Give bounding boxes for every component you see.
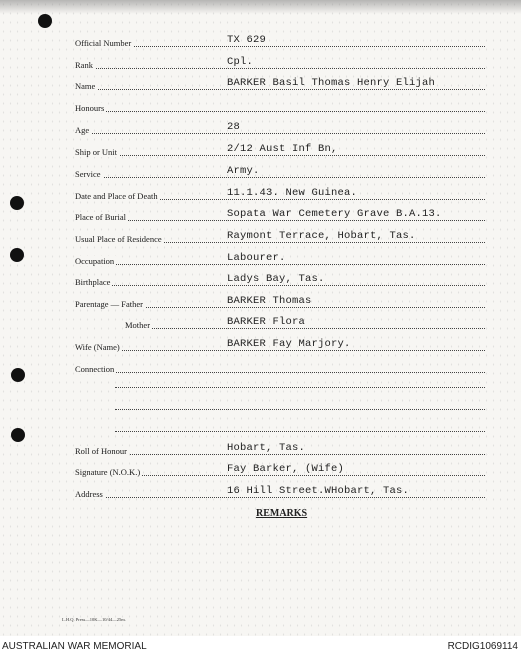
field-occupation [75,250,485,266]
field-label: Name [75,81,96,91]
field-value: 16 Hill Street.WHobart, Tas. [227,485,410,497]
field-label: Usual Place of Residence [75,234,162,244]
field-label: Rank [75,60,93,70]
field-label: Honours [75,103,105,113]
field-label: Official Number [75,38,132,48]
field-label: Ship or Unit [75,147,118,157]
connection-blank-line [115,387,485,388]
field-label: Date and Place of Death [75,191,158,201]
field-official-number [75,32,485,48]
field-label: Wife (Name) [75,342,120,352]
punch-hole-icon [11,368,25,382]
field-label: Age [75,125,90,135]
field-place-of-burial [75,206,485,222]
field-value: Ladys Bay, Tas. [227,273,325,285]
punch-hole-icon [11,428,25,442]
field-value: Cpl. [227,56,254,68]
field-service [75,163,485,179]
field-label: Connection [75,364,115,374]
field-birthplace [75,271,485,287]
field-ship-or-unit [75,141,485,157]
field-age [75,119,485,135]
field-address [75,483,485,499]
field-value: 11.1.43. New Guinea. [227,187,358,199]
field-value: Fay Barker, (Wife) [227,463,345,475]
field-label: Parentage — Father [75,299,143,309]
field-rank [75,54,485,70]
printer-imprint: L.H.Q. Press—10K—10/44—25m. [62,617,126,622]
field-label: Place of Burial [75,212,126,222]
field-label: Signature (N.O.K.) [75,467,141,477]
punch-hole-icon [10,248,24,262]
field-roll-of-honour [75,440,485,456]
field-label: Roll of Honour [75,446,127,456]
remarks-heading: REMARKS [256,508,308,519]
field-label: Service [75,169,101,179]
field-label: Mother [125,320,151,330]
field-honours [75,97,485,113]
field-value: BARKER Basil Thomas Henry Elijah [227,77,436,89]
field-value: BARKER Thomas [227,295,312,307]
field-value: Hobart, Tas. [227,442,306,454]
field-wife [75,336,485,352]
field-label: Birthplace [75,277,111,287]
field-value: Army. [227,165,260,177]
connection-blank-line [115,431,485,432]
field-date-place-of-death [75,185,485,201]
field-label: Occupation [75,256,115,266]
field-value: Raymont Terrace, Hobart, Tas. [227,230,416,242]
field-mother [75,314,485,330]
field-value: 2/12 Aust Inf Bn, [227,143,338,155]
field-usual-residence [75,228,485,244]
field-signature-nok [75,461,485,477]
field-name [75,75,485,91]
field-value: 28 [227,121,241,133]
archive-name: AUSTRALIAN WAR MEMORIAL [2,641,147,652]
scan-edge-shadow [0,0,521,14]
field-value: TX 629 [227,34,267,46]
field-label: Address [75,489,103,499]
field-value: BARKER Fay Marjory. [227,338,351,350]
field-father [75,293,485,309]
field-connection [75,358,485,374]
record-id: RCDIG1069114 [447,641,518,652]
punch-hole-icon [38,14,52,28]
field-value: BARKER Flora [227,316,306,328]
punch-hole-icon [10,196,24,210]
connection-blank-line [115,409,485,410]
field-value: Labourer. [227,252,286,264]
field-value: Sopata War Cemetery Grave B.A.13. [227,208,442,220]
archive-footer [0,636,521,654]
